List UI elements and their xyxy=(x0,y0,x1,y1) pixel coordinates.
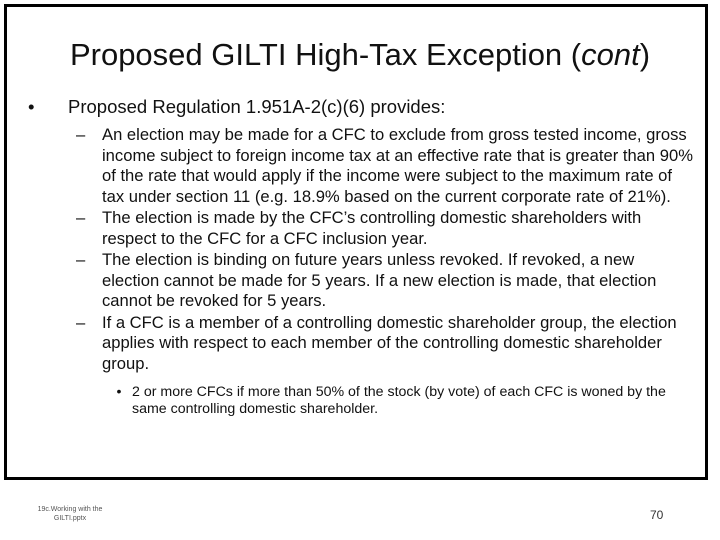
subbullet-item xyxy=(76,250,696,312)
subbullet-text: The election is binding on future years unless revoked. If revoked, a new election cannot be made for 5 years. If a new election is made, that election cannot be revoked for 5 years. xyxy=(102,250,657,310)
subsub-bullet-item xyxy=(106,384,666,418)
title-close: ) xyxy=(639,37,651,72)
slide-title xyxy=(0,36,720,74)
title-main: Proposed GILTI High-Tax Exception ( xyxy=(69,37,582,72)
subbullet-text: If a CFC is a member of a controlling domestic shareholder group, the election applies with respect to each member of the controlling domestic shareholder group. xyxy=(102,312,677,373)
page-number: 70 xyxy=(650,508,664,522)
bullet-marker: • xyxy=(28,96,35,117)
subsub-bullet-marker: • xyxy=(116,384,122,400)
subbullet-marker: – xyxy=(76,312,86,332)
subbullet-item xyxy=(76,313,696,375)
subbullet-marker: – xyxy=(76,250,86,269)
slide-content xyxy=(28,95,698,418)
subbullet-marker: – xyxy=(76,208,86,227)
footer-filename: 19c.Working with the GILTI.pptx xyxy=(37,506,103,522)
subbullet-item xyxy=(76,208,696,249)
bullet-item xyxy=(28,95,698,118)
subsub-bullet-text: 2 or more CFCs if more than 50% of the stock (by vote) of each CFC is woned by the same controlling domestic shareholder. xyxy=(132,384,666,417)
title-italic: cont xyxy=(581,37,640,72)
bullet-text: Proposed Regulation 1.951A-2(c)(6) provides: xyxy=(68,96,446,117)
subbullet-text: The election is made by the CFC’s controlling domestic shareholders with respect to the CFC for a CFC inclusion year. xyxy=(102,208,642,248)
subbullet-marker: – xyxy=(76,125,86,144)
subbullet-text: An election may be made for a CFC to exclude from gross tested income, gross income subject to foreign income tax at an effective rate that is greater than 90% of the rate that would apply if the income were subject to the maximum rate of tax under section 11 (e.g. 18.9% based on the current corporate rate of 21%). xyxy=(102,125,693,206)
subbullet-item xyxy=(76,125,696,207)
subbullet-list xyxy=(76,125,696,374)
